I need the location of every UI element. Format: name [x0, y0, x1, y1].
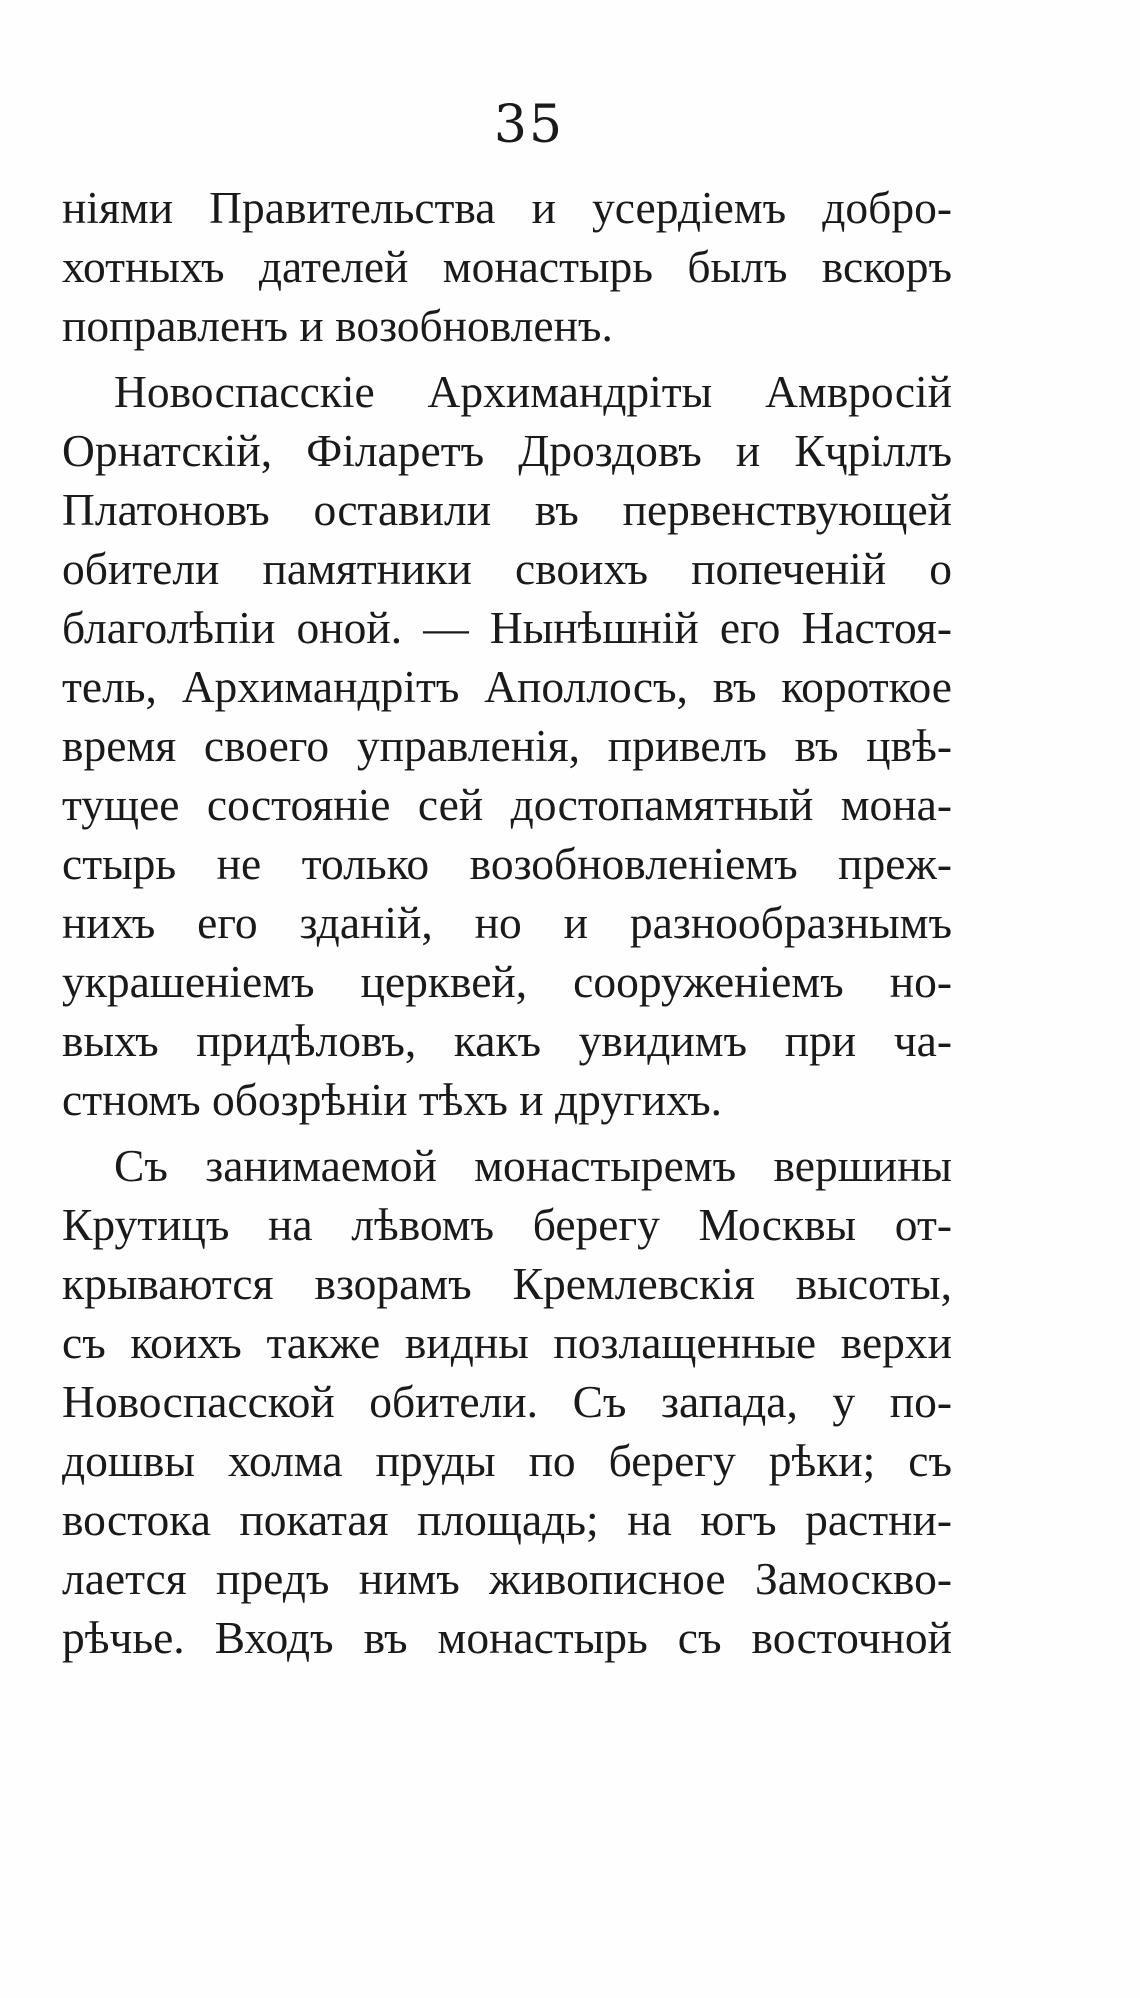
text-line-4: Новоспасскіе Архимандріты Амвросій — [114, 366, 952, 417]
text-line-22: дошвы холма пруды по берегу рѣки; съ — [62, 1435, 952, 1486]
text-line-18: Крутицъ на лѣвомъ берегу Москвы от- — [62, 1199, 952, 1250]
paragraph-gap — [62, 1129, 952, 1136]
text-line-13: нихъ его зданій, но и разнообразнымъ — [62, 897, 952, 948]
text-line-11: тущее состояніе сей достопамятный мона- — [62, 779, 952, 830]
text-line-25: рѣчье. Входъ въ монастырь съ восточной — [62, 1612, 952, 1663]
text-line-15: выхъ придѣловъ, какъ увидимъ при ча- — [62, 1015, 952, 1066]
text-line-19: крываются взорамъ Кремлевскія высоты, — [62, 1258, 952, 1309]
text-line-21: Новоспасской обители. Съ запада, у по- — [62, 1376, 952, 1427]
text-line-16: стномъ обозрѣніи тѣхъ и другихъ. — [62, 1074, 723, 1125]
text-line-7: обители памятники своихъ попеченій о — [62, 543, 952, 594]
body-text — [62, 178, 952, 1667]
text-line-10: время своего управленія, привелъ въ цвѣ- — [62, 720, 952, 771]
text-line-1: ніями Правительства и усердіемъ добро- — [62, 182, 952, 233]
page-number: 35 — [493, 95, 565, 155]
text-line-14: украшеніемъ церквей, сооруженіемъ но- — [62, 956, 952, 1007]
text-line-2: хотныхъ дателей монастырь былъ вскоръ — [62, 241, 952, 292]
text-line-17: Съ занимаемой монастыремъ вершины — [114, 1140, 952, 1191]
text-line-3: поправленъ и возобновленъ. — [62, 300, 613, 351]
text-line-12: стырь не только возобновленіемъ преж- — [62, 838, 952, 889]
text-line-6: Платоновъ оставили въ первенствующей — [62, 484, 952, 535]
text-line-5: Орнатскій, Філаретъ Дроздовъ и Кҷріллъ — [62, 425, 952, 476]
text-line-23: востока покатая площадь; на югъ растни- — [62, 1494, 952, 1545]
text-line-24: лается предъ нимъ живописное Замоскво- — [62, 1553, 952, 1604]
paragraph-gap — [62, 355, 952, 362]
text-line-8: благолѣпіи оной. — Нынѣшній его Настоя- — [62, 602, 952, 653]
text-line-20: съ коихъ также видны позлащенные верхи — [62, 1317, 952, 1368]
text-line-9: тель, Архимандрітъ Аполлосъ, въ короткое — [62, 661, 952, 712]
